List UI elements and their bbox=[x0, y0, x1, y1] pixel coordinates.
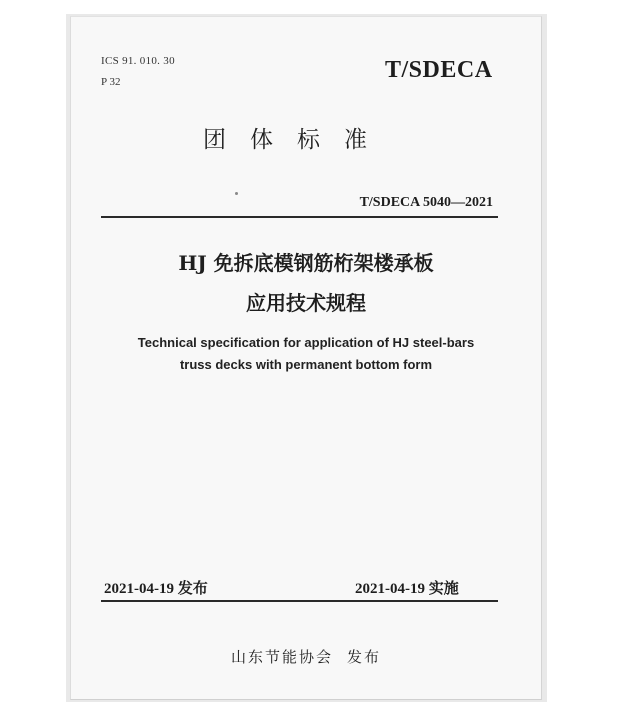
publisher-line bbox=[71, 646, 541, 667]
ics-code: ICS 91. 010. 30 bbox=[101, 55, 175, 67]
publisher-name: 山东节能协会 bbox=[230, 648, 333, 666]
standard-type: 团体标准 bbox=[203, 127, 391, 153]
title-chinese-line-1: HJ 免拆底模钢筋桁架楼承板 bbox=[178, 251, 434, 275]
top-divider bbox=[101, 216, 498, 218]
standard-number: T/SDECA 5040—2021 bbox=[359, 195, 493, 210]
date-divider bbox=[101, 600, 498, 602]
title-english-line-2: truss decks with permanent bottom form bbox=[179, 357, 433, 372]
implementation-date: 2021-04-19 实施 bbox=[355, 581, 459, 597]
publisher-action: 发布 bbox=[347, 648, 382, 666]
title-chinese-line-2: 应用技术规程 bbox=[246, 291, 366, 315]
issue-date: 2021-04-19 发布 bbox=[104, 581, 208, 597]
p-code: P 32 bbox=[101, 76, 121, 88]
print-dot bbox=[235, 192, 238, 195]
organization-code: T/SDECA bbox=[385, 57, 493, 83]
title-english-line-1: Technical specification for application of HJ steel-bars bbox=[137, 335, 475, 350]
standard-cover bbox=[70, 16, 542, 700]
